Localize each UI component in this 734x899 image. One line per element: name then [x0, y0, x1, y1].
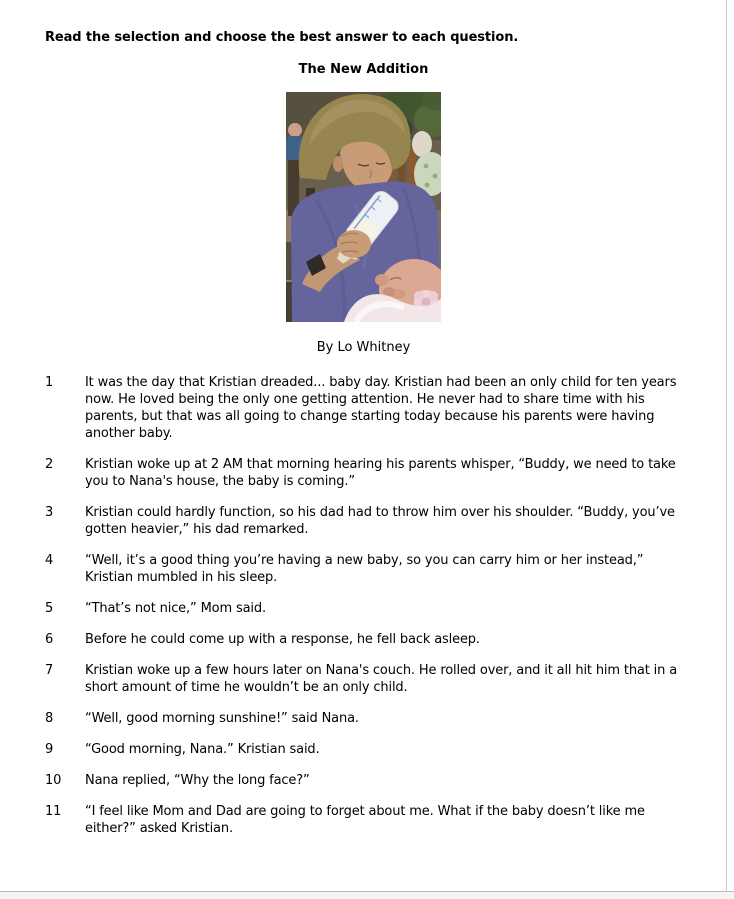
passage: [45, 374, 695, 851]
footer-strip: [0, 892, 734, 899]
paragraph-number: 8: [45, 711, 54, 726]
byline: By Lo Whitney: [316, 340, 411, 355]
paragraph-row: [45, 631, 695, 648]
paragraph-row: [45, 662, 695, 696]
paragraph-row: [45, 374, 695, 442]
paragraph-number: 6: [45, 632, 54, 647]
paragraph-number: 5: [45, 601, 54, 616]
paragraph-text: Kristian woke up a few hours later on Nana's couch. He rolled over, and it all hit him that in a short amount of time he wouldn’t be an only child.: [85, 663, 678, 695]
paragraph-number: 11: [45, 804, 62, 819]
paragraph-number: 10: [45, 773, 62, 788]
instruction-text: Read the selection and choose the best answer to each question.: [45, 30, 519, 45]
paragraph-row: [45, 456, 695, 490]
paragraph-number: 3: [45, 505, 54, 520]
paragraph-row: [45, 552, 695, 586]
paragraph-row: [45, 710, 695, 727]
boy-feeding-baby-illustration: [286, 92, 441, 322]
paragraph-row: [45, 803, 695, 837]
paragraph-text: “That’s not nice,” Mom said.: [85, 601, 266, 616]
paragraph-number: 7: [45, 663, 54, 678]
paragraph-row: [45, 600, 695, 617]
paragraph-text: Before he could come up with a response, he fell back asleep.: [85, 632, 480, 647]
paragraph-row: [45, 741, 695, 758]
paragraph-number: 2: [45, 457, 54, 472]
paragraph-number: 4: [45, 553, 54, 568]
paragraph-text: Kristian could hardly function, so his dad had to throw him over his shoulder. “Buddy, you’ve gotten heavier,” his dad remarked.: [85, 505, 675, 537]
paragraph-text: It was the day that Kristian dreaded... baby day. Kristian had been an only child for ten years now. He loved being the only one getting attention. He never had to share time with his parents, but that was all going to change starting today because his parents were having another baby.: [85, 375, 677, 441]
paragraph-text: “Well, it’s a good thing you’re having a new baby, so you can carry him or her instead,” Kristian mumbled in his sleep.: [85, 553, 644, 585]
paragraph-number: 9: [45, 742, 54, 757]
paragraph-text: Kristian woke up at 2 AM that morning hearing his parents whisper, “Buddy, we need to take you to Nana's house, the baby is coming.”: [85, 457, 676, 489]
paragraph-text: “Well, good morning sunshine!” said Nana.: [85, 711, 359, 726]
story-title: The New Addition: [298, 62, 429, 77]
paragraph-text: Nana replied, “Why the long face?”: [85, 773, 310, 788]
paragraph-row: [45, 772, 695, 789]
paragraph-text: “Good morning, Nana.” Kristian said.: [85, 742, 320, 757]
paragraph-number: 1: [45, 375, 54, 390]
paragraph-text: “I feel like Mom and Dad are going to forget about me. What if the baby doesn’t like me either?” asked Kristian.: [85, 804, 645, 836]
paragraph-row: [45, 504, 695, 538]
story-photo: [286, 92, 441, 322]
